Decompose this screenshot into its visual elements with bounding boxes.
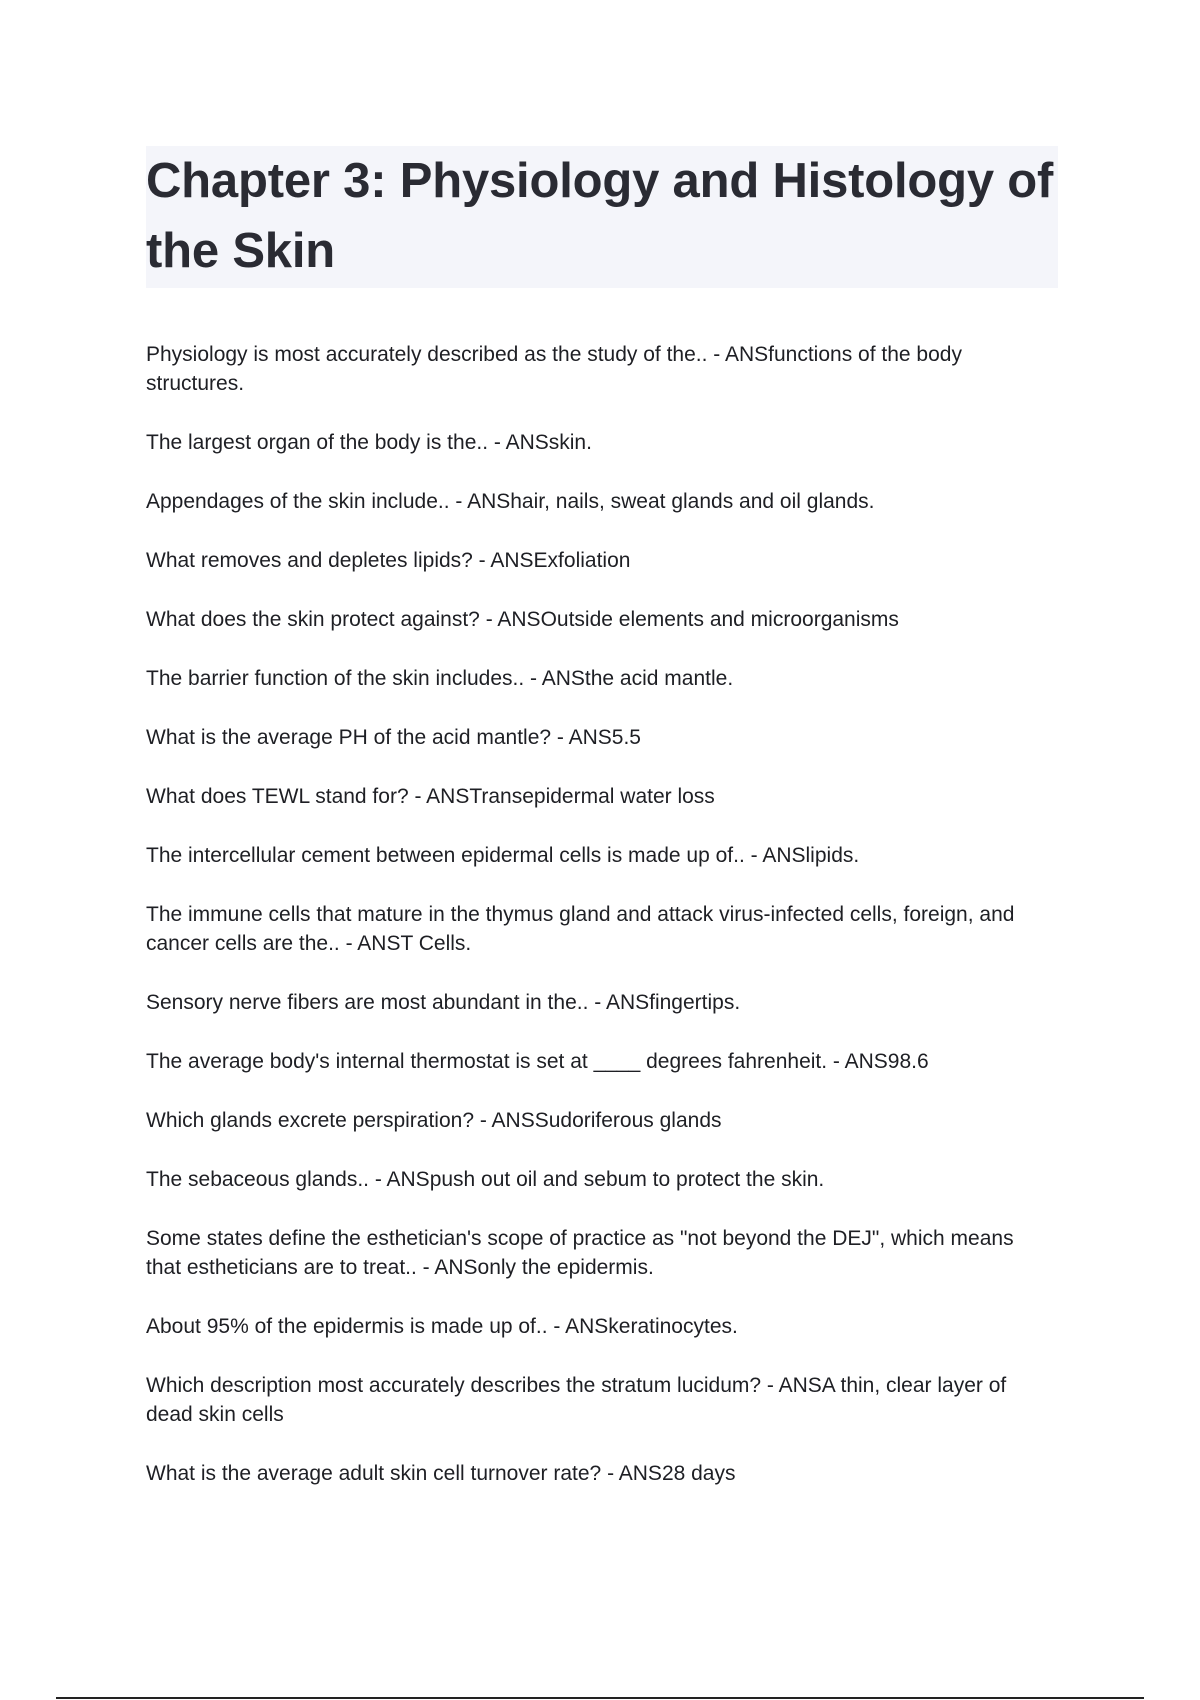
separator: - bbox=[744, 844, 763, 867]
answer-text: Sudoriferous glands bbox=[534, 1109, 722, 1132]
question-text: What does TEWL stand for? bbox=[146, 785, 409, 808]
separator: - bbox=[339, 932, 358, 955]
answer-text: fingertips. bbox=[649, 991, 741, 1014]
question-text: What does the skin protect against? bbox=[146, 608, 480, 631]
question-text: What removes and depletes lipids? bbox=[146, 549, 473, 572]
question-text: Some states define the esthetician's scope of practice as "not beyond the DEJ", which means that estheticians are to treat.. bbox=[146, 1227, 1014, 1279]
separator: - bbox=[551, 726, 569, 749]
answer-prefix: ANS bbox=[565, 1315, 609, 1338]
separator: - bbox=[479, 608, 498, 631]
question-text: What is the average adult skin cell turnover rate? bbox=[146, 1462, 602, 1485]
answer-prefix: ANS bbox=[490, 549, 534, 572]
question-text: About 95% of the epidermis is made up of.. bbox=[146, 1315, 548, 1338]
qa-item bbox=[146, 546, 1046, 575]
question-text: The sebaceous glands.. bbox=[146, 1168, 369, 1191]
separator: - bbox=[761, 1374, 779, 1397]
qa-item bbox=[146, 1459, 1046, 1488]
qa-item bbox=[146, 605, 1046, 634]
qa-item bbox=[146, 340, 1046, 398]
answer-prefix: ANS bbox=[724, 343, 769, 366]
question-text: The average body's internal thermostat is set at ____ degrees fahrenheit. bbox=[146, 1050, 828, 1073]
answer-text: hair, nails, sweat glands and oil glands. bbox=[510, 490, 875, 513]
answer-prefix: ANS bbox=[568, 726, 612, 749]
question-text: Which description most accurately describes the stratum lucidum? bbox=[146, 1374, 762, 1397]
question-text: What is the average PH of the acid mantle? bbox=[146, 726, 552, 749]
question-text: The largest organ of the body is the.. bbox=[146, 431, 489, 454]
answer-text: 5.5 bbox=[611, 726, 641, 749]
question-text: The intercellular cement between epidermal cells is made up of.. bbox=[146, 844, 745, 867]
answer-text: Transepidermal water loss bbox=[469, 785, 715, 808]
separator: - bbox=[601, 1462, 619, 1485]
qa-item bbox=[146, 428, 1046, 457]
separator: - bbox=[449, 490, 468, 513]
qa-item bbox=[146, 782, 1046, 811]
answer-text: only the epidermis. bbox=[477, 1256, 654, 1279]
qa-item bbox=[146, 1312, 1046, 1341]
qa-item bbox=[146, 723, 1046, 752]
answer-text: 28 days bbox=[661, 1462, 736, 1485]
separator: - bbox=[368, 1168, 387, 1191]
answer-text: lipids. bbox=[805, 844, 860, 867]
page-title: Chapter 3: Physiology and Histology of the Skin bbox=[146, 154, 1054, 278]
answer-text: the acid mantle. bbox=[584, 667, 734, 690]
answer-text: 98.6 bbox=[887, 1050, 929, 1073]
title-block bbox=[146, 146, 1058, 288]
answer-text: A thin, clear layer of dead skin cells bbox=[146, 1374, 1007, 1426]
separator: - bbox=[416, 1256, 435, 1279]
answer-text: Outside elements and microorganisms bbox=[540, 608, 899, 631]
qa-item bbox=[146, 1371, 1046, 1429]
answer-prefix: ANS bbox=[844, 1050, 888, 1073]
answer-prefix: ANS bbox=[497, 608, 541, 631]
qa-item bbox=[146, 1224, 1046, 1282]
answer-prefix: ANS bbox=[505, 431, 549, 454]
qa-item bbox=[146, 664, 1046, 693]
separator: - bbox=[474, 1109, 492, 1132]
answer-prefix: ANS bbox=[434, 1256, 478, 1279]
answer-text: functions of the body structures. bbox=[146, 343, 962, 395]
separator: - bbox=[408, 785, 427, 808]
qa-item bbox=[146, 487, 1046, 516]
answer-prefix: ANS bbox=[357, 932, 401, 955]
answer-prefix: ANS bbox=[762, 844, 806, 867]
answer-prefix: ANS bbox=[467, 490, 511, 513]
answer-text: push out oil and sebum to protect the skin. bbox=[429, 1168, 825, 1191]
separator: - bbox=[472, 549, 491, 572]
separator: - bbox=[827, 1050, 845, 1073]
answer-text: skin. bbox=[548, 431, 592, 454]
question-text: Physiology is most accurately described as the study of the.. bbox=[146, 343, 708, 366]
answer-text: Exfoliation bbox=[533, 549, 631, 572]
question-text: Appendages of the skin include.. bbox=[146, 490, 450, 513]
separator: - bbox=[588, 991, 606, 1014]
question-text: Sensory nerve fibers are most abundant in the.. bbox=[146, 991, 589, 1014]
qa-item bbox=[146, 1106, 1046, 1135]
answer-text: T Cells. bbox=[400, 932, 472, 955]
separator: - bbox=[547, 1315, 566, 1338]
question-text: Which glands excrete perspiration? bbox=[146, 1109, 475, 1132]
answer-prefix: ANS bbox=[541, 667, 585, 690]
qa-item bbox=[146, 1047, 1046, 1076]
question-text: The immune cells that mature in the thymus gland and attack virus-infected cells, foreign, and cancer cells are the.. bbox=[146, 903, 1015, 955]
answer-prefix: ANS bbox=[618, 1462, 662, 1485]
answer-text: keratinocytes. bbox=[608, 1315, 738, 1338]
separator: - bbox=[707, 343, 725, 366]
qa-item bbox=[146, 1165, 1046, 1194]
answer-prefix: ANS bbox=[605, 991, 650, 1014]
answer-prefix: ANS bbox=[491, 1109, 535, 1132]
separator: - bbox=[524, 667, 542, 690]
qa-item bbox=[146, 988, 1046, 1017]
qa-item bbox=[146, 841, 1046, 870]
separator: - bbox=[488, 431, 506, 454]
question-text: The barrier function of the skin includes.. bbox=[146, 667, 525, 690]
answer-prefix: ANS bbox=[426, 785, 470, 808]
qa-item bbox=[146, 900, 1046, 958]
answer-prefix: ANS bbox=[778, 1374, 822, 1397]
answer-prefix: ANS bbox=[386, 1168, 430, 1191]
qa-list bbox=[146, 340, 1046, 1518]
footer-divider bbox=[56, 1697, 1144, 1699]
